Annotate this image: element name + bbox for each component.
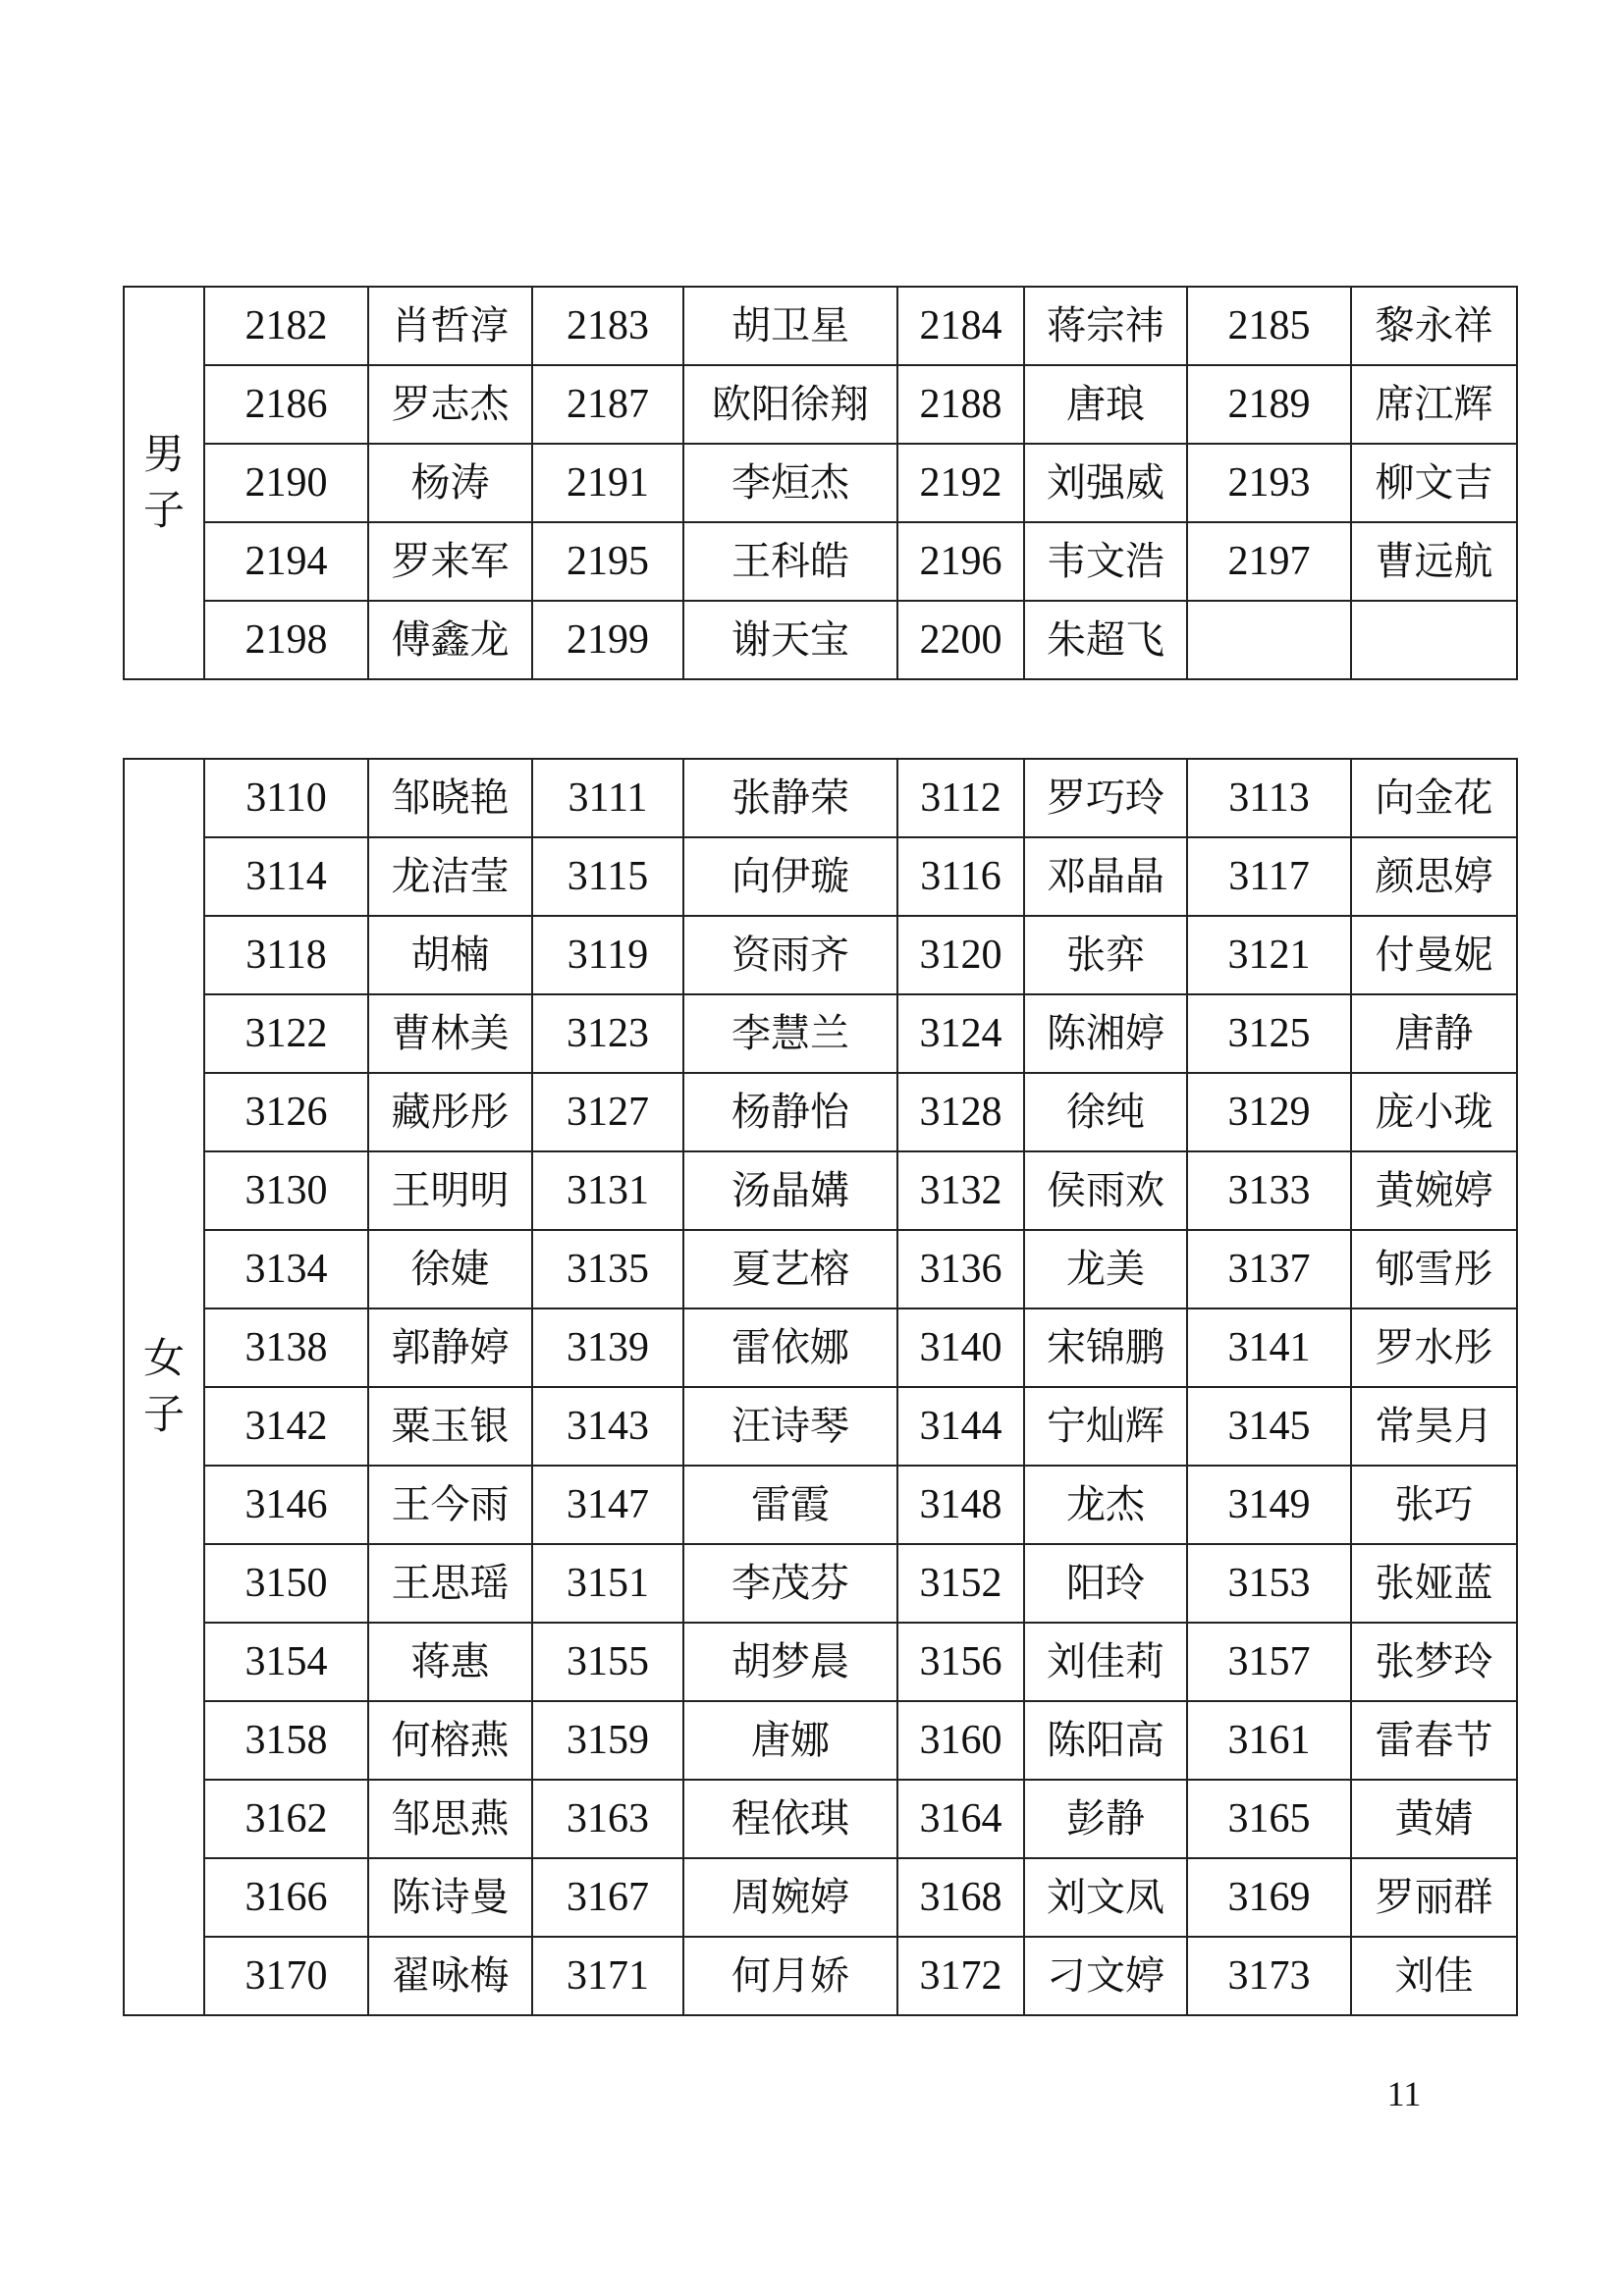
student-name-cell: 李慧兰	[683, 994, 897, 1073]
student-number-cell: 3156	[897, 1623, 1024, 1701]
student-name-cell: 张梦玲	[1351, 1623, 1517, 1701]
student-number-cell: 3142	[204, 1387, 368, 1466]
student-number-cell: 3124	[897, 994, 1024, 1073]
student-number-cell: 3121	[1187, 916, 1351, 994]
student-name-cell: 刘佳	[1351, 1937, 1517, 2015]
table-row	[124, 1308, 1517, 1387]
table-row	[124, 916, 1517, 994]
page-number: 11	[1386, 2074, 1422, 2113]
student-name-cell: 资雨齐	[683, 916, 897, 994]
student-name-cell: 肖哲淳	[368, 287, 532, 365]
student-name-cell: 宁灿辉	[1024, 1387, 1187, 1466]
student-number-cell: 3165	[1187, 1780, 1351, 1858]
student-name-cell: 龙杰	[1024, 1466, 1187, 1544]
table-row	[124, 1858, 1517, 1937]
student-number-cell: 3172	[897, 1937, 1024, 2015]
student-name-cell: 汤晶媾	[683, 1151, 897, 1230]
student-name-cell: 唐娜	[683, 1701, 897, 1780]
student-name-cell: 李茂芬	[683, 1544, 897, 1623]
student-number-cell: 3170	[204, 1937, 368, 2015]
table-row	[124, 1937, 1517, 2015]
student-name-cell: 庞小珑	[1351, 1073, 1517, 1151]
student-number-cell: 2187	[532, 365, 683, 444]
student-number-cell: 3137	[1187, 1230, 1351, 1308]
student-name-cell: 柳文吉	[1351, 444, 1517, 522]
student-number-cell: 3146	[204, 1466, 368, 1544]
student-number-cell: 2198	[204, 601, 368, 679]
student-name-cell: 刘强威	[1024, 444, 1187, 522]
student-number-cell: 3161	[1187, 1701, 1351, 1780]
student-name-cell: 蒋宗祎	[1024, 287, 1187, 365]
student-number-cell: 3145	[1187, 1387, 1351, 1466]
student-number-cell: 3148	[897, 1466, 1024, 1544]
student-name-cell: 王今雨	[368, 1466, 532, 1544]
student-number-cell: 2186	[204, 365, 368, 444]
student-number-cell: 3139	[532, 1308, 683, 1387]
student-number-cell: 3111	[532, 759, 683, 837]
table-row	[124, 365, 1517, 444]
table-row	[124, 994, 1517, 1073]
student-number-cell: 3128	[897, 1073, 1024, 1151]
student-name-cell: 王思瑶	[368, 1544, 532, 1623]
student-number-cell: 2199	[532, 601, 683, 679]
student-name-cell: 向金花	[1351, 759, 1517, 837]
student-name-cell: 唐琅	[1024, 365, 1187, 444]
student-name-cell: 张娅蓝	[1351, 1544, 1517, 1623]
student-name-cell: 张巧	[1351, 1466, 1517, 1544]
student-number-cell	[1187, 601, 1351, 679]
student-number-cell: 3119	[532, 916, 683, 994]
student-name-cell: 向伊璇	[683, 837, 897, 916]
student-name-cell: 龙美	[1024, 1230, 1187, 1308]
student-number-cell: 2188	[897, 365, 1024, 444]
student-name-cell: 宋锦鹏	[1024, 1308, 1187, 1387]
student-name-cell: 雷霞	[683, 1466, 897, 1544]
student-number-cell: 3164	[897, 1780, 1024, 1858]
student-number-cell: 3143	[532, 1387, 683, 1466]
student-name-cell: 刘佳莉	[1024, 1623, 1187, 1701]
student-number-cell: 2185	[1187, 287, 1351, 365]
student-number-cell: 3127	[532, 1073, 683, 1151]
student-name-cell: 龙洁莹	[368, 837, 532, 916]
student-name-cell: 唐静	[1351, 994, 1517, 1073]
student-name-cell: 黄婉婷	[1351, 1151, 1517, 1230]
student-number-cell: 3149	[1187, 1466, 1351, 1544]
student-name-cell: 何榕燕	[368, 1701, 532, 1780]
student-number-cell: 3154	[204, 1623, 368, 1701]
table-row	[124, 837, 1517, 916]
student-number-cell: 3171	[532, 1937, 683, 2015]
student-name-cell: 夏艺榕	[683, 1230, 897, 1308]
student-name-cell: 欧阳徐翔	[683, 365, 897, 444]
table-row	[124, 1073, 1517, 1151]
student-number-cell: 3144	[897, 1387, 1024, 1466]
student-name-cell: 王明明	[368, 1151, 532, 1230]
student-number-cell: 3126	[204, 1073, 368, 1151]
student-name-cell: 雷春节	[1351, 1701, 1517, 1780]
student-number-cell: 3169	[1187, 1858, 1351, 1937]
student-name-cell: 曹远航	[1351, 522, 1517, 601]
female-group-label	[124, 759, 204, 2015]
student-number-cell: 3150	[204, 1544, 368, 1623]
table-row	[124, 287, 1517, 365]
student-number-cell: 2200	[897, 601, 1024, 679]
student-number-cell: 3117	[1187, 837, 1351, 916]
student-number-cell: 2197	[1187, 522, 1351, 601]
student-name-cell: 张弈	[1024, 916, 1187, 994]
student-name-cell: 王科皓	[683, 522, 897, 601]
student-name-cell: 雷依娜	[683, 1308, 897, 1387]
table-row	[124, 1387, 1517, 1466]
student-number-cell: 3133	[1187, 1151, 1351, 1230]
group-label-char: 子	[142, 486, 185, 534]
student-name-cell: 邓晶晶	[1024, 837, 1187, 916]
student-name-cell: 黎永祥	[1351, 287, 1517, 365]
student-number-cell: 3135	[532, 1230, 683, 1308]
student-name-cell: 朱超飞	[1024, 601, 1187, 679]
student-name-cell: 徐婕	[368, 1230, 532, 1308]
student-number-cell: 3116	[897, 837, 1024, 916]
student-name-cell: 程依琪	[683, 1780, 897, 1858]
student-number-cell: 3158	[204, 1701, 368, 1780]
student-name-cell: 罗水彤	[1351, 1308, 1517, 1387]
student-number-cell: 3155	[532, 1623, 683, 1701]
student-number-cell: 3120	[897, 916, 1024, 994]
table-row	[124, 522, 1517, 601]
student-name-cell: 韦文浩	[1024, 522, 1187, 601]
student-number-cell: 3134	[204, 1230, 368, 1308]
student-number-cell: 3163	[532, 1780, 683, 1858]
table-row	[124, 1701, 1517, 1780]
student-name-cell: 郇雪彤	[1351, 1230, 1517, 1308]
female-roster-body	[124, 759, 1517, 2015]
student-number-cell: 3141	[1187, 1308, 1351, 1387]
student-name-cell: 陈诗曼	[368, 1858, 532, 1937]
student-name-cell: 刁文婷	[1024, 1937, 1187, 2015]
student-name-cell: 罗来军	[368, 522, 532, 601]
student-number-cell: 3166	[204, 1858, 368, 1937]
student-number-cell: 3110	[204, 759, 368, 837]
student-number-cell: 3152	[897, 1544, 1024, 1623]
student-name-cell: 粟玉银	[368, 1387, 532, 1466]
student-number-cell: 2194	[204, 522, 368, 601]
student-number-cell: 3129	[1187, 1073, 1351, 1151]
student-name-cell: 汪诗琴	[683, 1387, 897, 1466]
student-number-cell: 2189	[1187, 365, 1351, 444]
group-label-char: 男	[142, 430, 185, 479]
student-name-cell: 罗巧玲	[1024, 759, 1187, 837]
student-name-cell: 蒋惠	[368, 1623, 532, 1701]
student-number-cell: 2196	[897, 522, 1024, 601]
student-name-cell: 邹思燕	[368, 1780, 532, 1858]
student-name-cell: 邹晓艳	[368, 759, 532, 837]
table-row	[124, 1466, 1517, 1544]
student-name-cell: 胡卫星	[683, 287, 897, 365]
group-label-char: 子	[142, 1390, 185, 1438]
table-row	[124, 1544, 1517, 1623]
student-name-cell: 陈阳高	[1024, 1701, 1187, 1780]
male-roster-table	[123, 286, 1518, 680]
student-number-cell: 3153	[1187, 1544, 1351, 1623]
student-name-cell: 黄婧	[1351, 1780, 1517, 1858]
student-name-cell: 陈湘婷	[1024, 994, 1187, 1073]
student-name-cell: 颜思婷	[1351, 837, 1517, 916]
student-number-cell: 3131	[532, 1151, 683, 1230]
student-number-cell: 3168	[897, 1858, 1024, 1937]
student-number-cell: 3113	[1187, 759, 1351, 837]
student-name-cell: 何月娇	[683, 1937, 897, 2015]
student-number-cell: 2191	[532, 444, 683, 522]
student-name-cell: 彭静	[1024, 1780, 1187, 1858]
student-name-cell: 付曼妮	[1351, 916, 1517, 994]
table-row	[124, 1780, 1517, 1858]
group-label-char: 女	[142, 1334, 185, 1383]
female-roster-table	[123, 758, 1518, 2016]
student-name-cell: 傅鑫龙	[368, 601, 532, 679]
student-name-cell: 胡梦晨	[683, 1623, 897, 1701]
student-number-cell: 3114	[204, 837, 368, 916]
student-number-cell: 3138	[204, 1308, 368, 1387]
student-number-cell: 3115	[532, 837, 683, 916]
student-name-cell: 刘文凤	[1024, 1858, 1187, 1937]
student-number-cell: 3118	[204, 916, 368, 994]
student-number-cell: 3159	[532, 1701, 683, 1780]
student-number-cell: 3167	[532, 1858, 683, 1937]
student-name-cell: 罗丽群	[1351, 1858, 1517, 1937]
student-number-cell: 3123	[532, 994, 683, 1073]
student-number-cell: 3112	[897, 759, 1024, 837]
student-number-cell: 3173	[1187, 1937, 1351, 2015]
student-name-cell: 侯雨欢	[1024, 1151, 1187, 1230]
male-group-label	[124, 287, 204, 679]
student-number-cell: 3157	[1187, 1623, 1351, 1701]
student-number-cell: 3151	[532, 1544, 683, 1623]
student-name-cell: 谢天宝	[683, 601, 897, 679]
student-number-cell: 2195	[532, 522, 683, 601]
student-number-cell: 2182	[204, 287, 368, 365]
student-name-cell: 翟咏梅	[368, 1937, 532, 2015]
student-name-cell: 李烜杰	[683, 444, 897, 522]
student-number-cell: 3160	[897, 1701, 1024, 1780]
table-row	[124, 444, 1517, 522]
table-row	[124, 1151, 1517, 1230]
student-number-cell: 3125	[1187, 994, 1351, 1073]
table-row	[124, 1230, 1517, 1308]
table-row	[124, 601, 1517, 679]
student-number-cell: 3147	[532, 1466, 683, 1544]
student-name-cell: 周婉婷	[683, 1858, 897, 1937]
student-number-cell: 2192	[897, 444, 1024, 522]
student-name-cell: 杨静怡	[683, 1073, 897, 1151]
student-number-cell: 2193	[1187, 444, 1351, 522]
student-name-cell: 徐纯	[1024, 1073, 1187, 1151]
student-number-cell: 3136	[897, 1230, 1024, 1308]
student-number-cell: 3130	[204, 1151, 368, 1230]
student-number-cell: 3132	[897, 1151, 1024, 1230]
student-name-cell: 胡楠	[368, 916, 532, 994]
student-number-cell: 2183	[532, 287, 683, 365]
student-name-cell: 阳玲	[1024, 1544, 1187, 1623]
student-name-cell: 罗志杰	[368, 365, 532, 444]
student-number-cell: 2190	[204, 444, 368, 522]
table-row	[124, 759, 1517, 837]
student-name-cell: 曹林美	[368, 994, 532, 1073]
student-name-cell	[1351, 601, 1517, 679]
student-name-cell: 郭静婷	[368, 1308, 532, 1387]
student-number-cell: 3122	[204, 994, 368, 1073]
student-name-cell: 杨涛	[368, 444, 532, 522]
male-roster-body	[124, 287, 1517, 679]
student-number-cell: 2184	[897, 287, 1024, 365]
student-name-cell: 席江辉	[1351, 365, 1517, 444]
student-name-cell: 张静荣	[683, 759, 897, 837]
table-row	[124, 1623, 1517, 1701]
student-name-cell: 藏彤彤	[368, 1073, 532, 1151]
student-number-cell: 3162	[204, 1780, 368, 1858]
student-name-cell: 常昊月	[1351, 1387, 1517, 1466]
student-number-cell: 3140	[897, 1308, 1024, 1387]
